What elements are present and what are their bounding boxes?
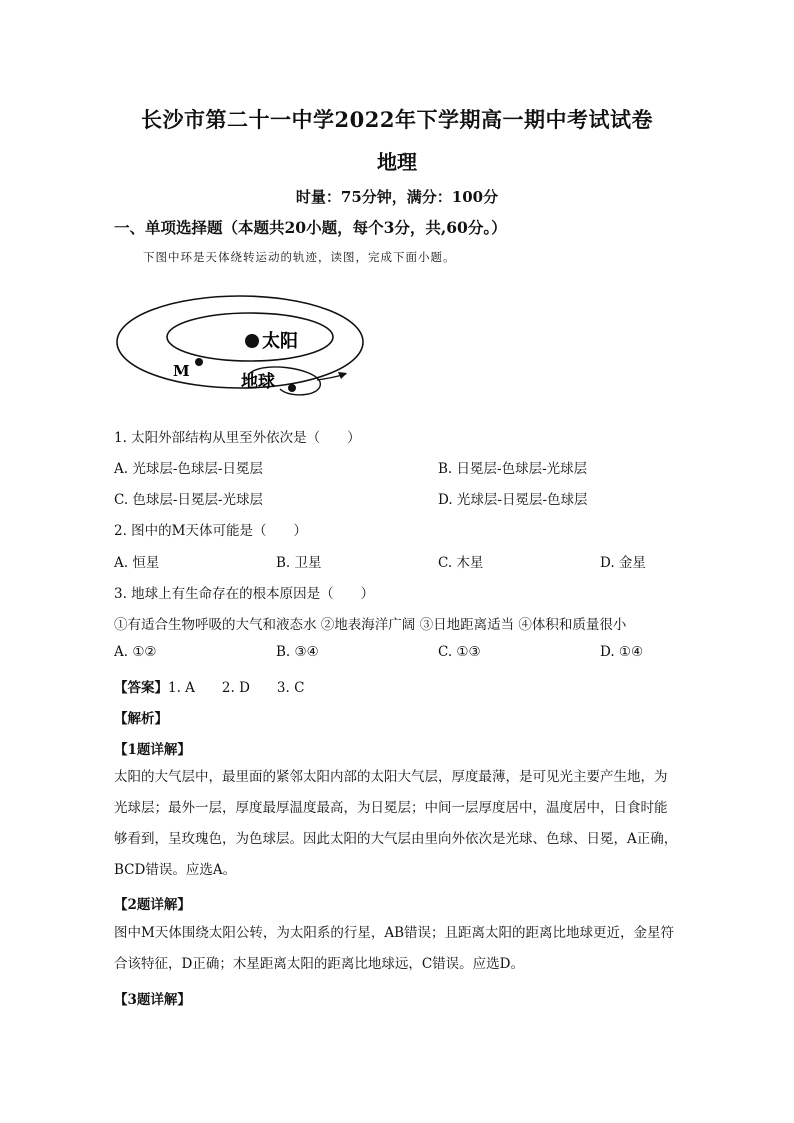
subject-title: 地理 — [377, 150, 417, 174]
earth-icon — [288, 384, 296, 392]
orbit-diagram — [110, 290, 370, 405]
outer-orbit — [117, 296, 363, 388]
analysis-1-heading: 【1题详解】 — [114, 742, 191, 758]
question-1-stem: 1. 太阳外部结构从里至外依次是（ ） — [114, 430, 361, 446]
q1-option-b: B. 日冕层-色球层-光球层 — [438, 461, 588, 477]
q1-option-d: D. 光球层-日冕层-色球层 — [438, 492, 588, 508]
exam-meta: 时量：75分钟，满分：100分 — [295, 188, 499, 206]
q3-option-b: B. ③④ — [276, 644, 319, 660]
analysis-2-text: 图中M天体围绕太阳公转，为太阳系的行星，AB错误；且距离太阳的距离比地球更近，金星符合该特征，D正确；木星距离太阳的距离比地球远，C错误。应选D。 — [114, 925, 674, 972]
answer-label: 【答案】 — [114, 680, 168, 696]
q3-option-c: C. ①③ — [438, 644, 481, 660]
answer-line — [114, 676, 304, 696]
question-2-stem: 2. 图中的M天体可能是（ ） — [114, 523, 307, 539]
analysis-label: 【解析】 — [114, 711, 168, 727]
question-intro: 下图中环是天体绕转运动的轨迹，读图，完成下面小题。 — [143, 250, 456, 264]
q2-option-b: B. 卫星 — [276, 555, 322, 571]
answer-text: 1. A 2. D 3. C — [168, 680, 305, 696]
analysis-2-heading: 【2题详解】 — [114, 897, 191, 913]
analysis-1-text: 太阳的大气层中，最里面的紧邻太阳内部的太阳大气层，厚度最薄，是可见光主要产生地，为光球层；最外一层，厚度最厚温度最高，为日冕层；中间一层厚度居中，温度居中，日食时能够看到，呈玫瑰色，为色球层。因此太阳的大气层由里向外依次是光球、色球、日冕，A正确，BCD错误。应选A。 — [114, 769, 678, 878]
m-body-icon — [195, 358, 203, 366]
q3-option-d: D. ①④ — [600, 644, 644, 660]
analysis-3-heading: 【3题详解】 — [114, 992, 191, 1008]
sun-label: 太阳 — [262, 331, 298, 352]
q2-option-a: A. 恒星 — [114, 555, 160, 571]
q1-option-c: C. 色球层-日冕层-光球层 — [114, 492, 264, 508]
q2-option-c: C. 木星 — [438, 555, 484, 571]
m-label: M — [173, 362, 190, 380]
question-3-statements: ①有适合生物呼吸的大气和液态水 ②地表海洋广阔 ③日地距离适当 ④体积和质量很小 — [114, 617, 627, 633]
exam-title: 长沙市第二十一中学2022年下学期高一期中考试试卷 — [141, 107, 653, 132]
q3-option-a: A. ①② — [114, 644, 157, 660]
sun-icon — [245, 334, 259, 348]
section-heading: 一、单项选择题（本题共20小题，每个3分，共,60分。） — [114, 218, 507, 237]
q1-option-a: A. 光球层-色球层-日冕层 — [114, 461, 263, 477]
question-3-stem: 3. 地球上有生命存在的根本原因是（ ） — [114, 586, 375, 602]
q2-option-d: D. 金星 — [600, 555, 646, 571]
earth-label: 地球 — [241, 372, 275, 392]
